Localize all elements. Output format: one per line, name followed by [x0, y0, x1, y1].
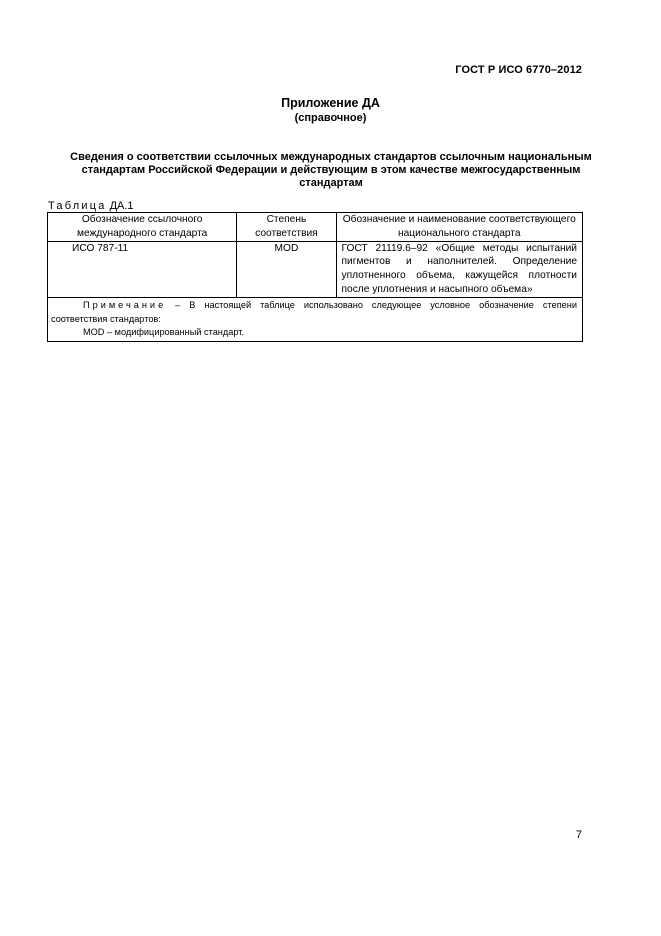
- table-header-row: [48, 213, 583, 242]
- table-caption-label: Таблица: [48, 200, 107, 212]
- note-text: – В настоящей таблице использовано следующее условное обозначение степени соответствия стандартов:: [51, 299, 577, 324]
- appendix-title: Приложение ДА: [281, 96, 380, 110]
- column-header-national: Обозначение и наименование соответствующего национального стандарта: [336, 213, 582, 242]
- section-heading: Сведения о соответствии ссылочных международных стандартов ссылочным национальным стандартам Российской Федерации и действующим в этом качестве межгосударственным стандартам: [70, 151, 592, 189]
- note-line2: MOD – модифицированный стандарт.: [83, 327, 244, 338]
- cell-international-standard: ИСО 787-11: [48, 241, 237, 297]
- reference-table: [47, 212, 583, 342]
- appendix-subtitle: (справочное): [294, 112, 367, 124]
- table-row: [48, 241, 583, 297]
- table-note: [48, 297, 583, 341]
- column-header-degree: Степень соответствия: [237, 213, 336, 242]
- table-caption-number: ДА.1: [109, 200, 134, 212]
- document-code: ГОСТ Р ИСО 6770–2012: [455, 64, 582, 76]
- table-note-row: [48, 297, 583, 341]
- cell-degree: MOD: [237, 241, 336, 297]
- page-number: 7: [575, 829, 582, 841]
- note-label: Примечание: [83, 299, 167, 310]
- column-header-international: Обозначение ссылочного международного стандарта: [48, 213, 237, 242]
- cell-national-standard: ГОСТ 21119.6–92 «Общие методы испытаний пигментов и наполнителей. Определение уплотненного объема, кажущейся плотности после уплотнения и насыпного объема»: [336, 241, 582, 297]
- table-caption: [48, 200, 134, 212]
